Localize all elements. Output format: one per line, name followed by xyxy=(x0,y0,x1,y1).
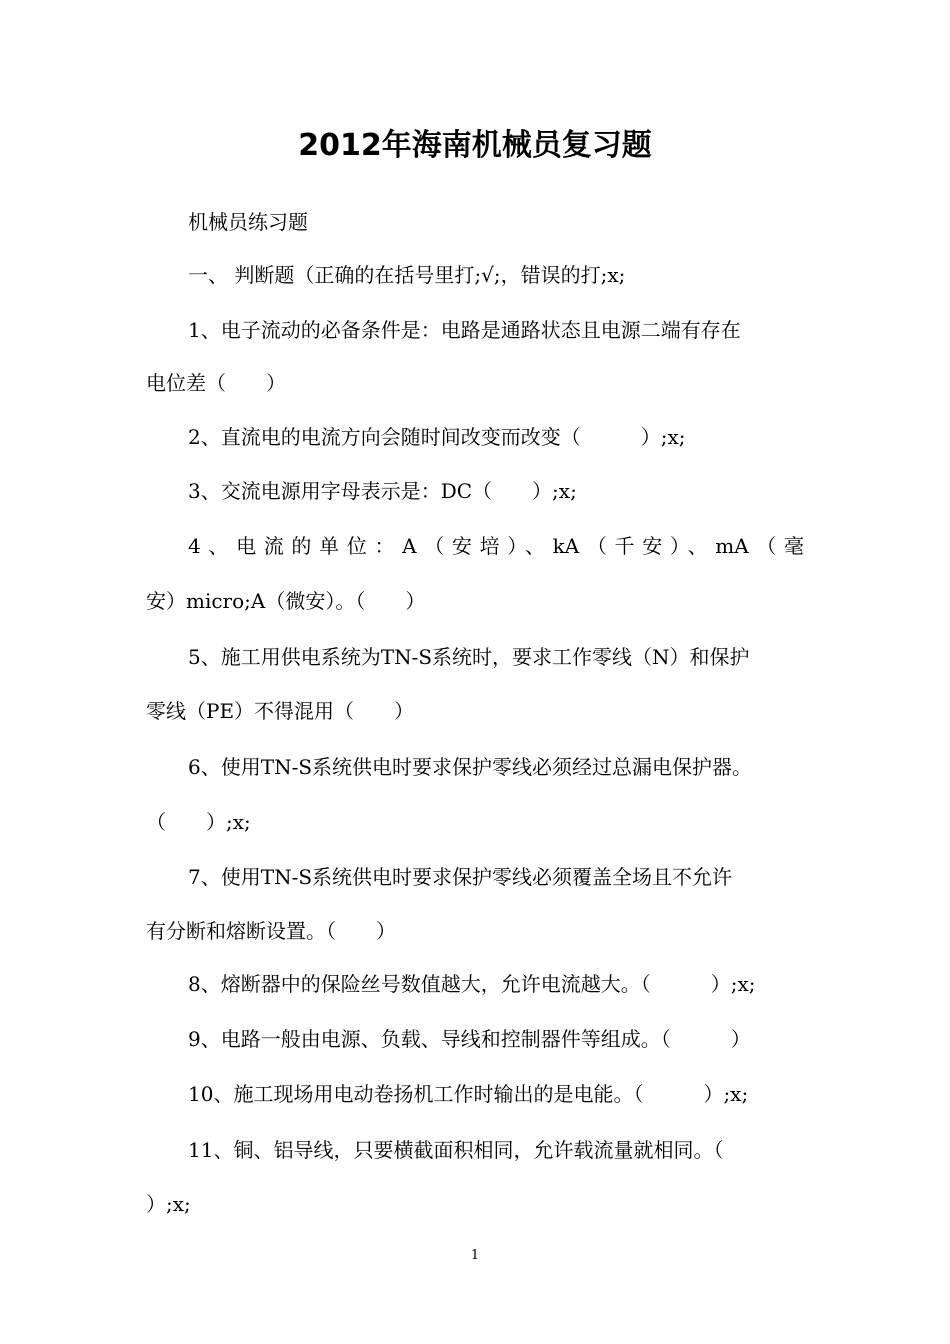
question-10: 10、施工现场用电动卷扬机工作时输出的是电能。（ ）;x; xyxy=(188,1082,749,1106)
section-heading: 一、 判断题（正确的在括号里打;√;，错误的打;x; xyxy=(188,263,626,287)
question-8: 8、熔断器中的保险丝号数值越大，允许电流越大。（ ）;x; xyxy=(188,972,756,996)
subtitle: 机械员练习题 xyxy=(188,210,308,234)
question-3: 3、交流电源用字母表示是：DC（ ）;x; xyxy=(188,479,577,503)
question-4-line-2: 安）micro;A（微安）。（ ） xyxy=(146,589,426,613)
question-1-line-1: 1、电子流动的必备条件是：电路是通路状态且电源二端有存在 xyxy=(188,318,741,342)
question-6-line-1: 6、使用TN-S系统供电时要求保护零线必须经过总漏电保护器。 xyxy=(188,755,753,779)
page-number: 1 xyxy=(470,1248,480,1263)
page-title: 2012年海南机械员复习题 xyxy=(298,128,652,163)
question-4-line-1: 4、电流的单位：A（安培）、kA（千安）、mA（毫 xyxy=(188,534,804,558)
question-5-line-2: 零线（PE）不得混用（ ） xyxy=(146,699,415,723)
question-6-line-2: （ ）;x; xyxy=(146,810,251,834)
question-7-line-2: 有分断和熔断设置。（ ） xyxy=(146,919,396,943)
question-2: 2、直流电的电流方向会随时间改变而改变（ ）;x; xyxy=(188,425,686,449)
question-9: 9、电路一般由电源、负载、导线和控制器件等组成。（ ） xyxy=(188,1027,751,1051)
question-5-line-1: 5、施工用供电系统为TN-S系统时，要求工作零线（N）和保护 xyxy=(188,645,750,669)
question-11-line-2: ）;x; xyxy=(146,1192,191,1216)
question-1-line-2: 电位差（ ） xyxy=(146,371,286,395)
question-11-line-1: 11、铜、铝导线，只要横截面积相同，允许载流量就相同。（ xyxy=(188,1138,724,1162)
question-7-line-1: 7、使用TN-S系统供电时要求保护零线必须覆盖全场且不允许 xyxy=(188,865,733,889)
